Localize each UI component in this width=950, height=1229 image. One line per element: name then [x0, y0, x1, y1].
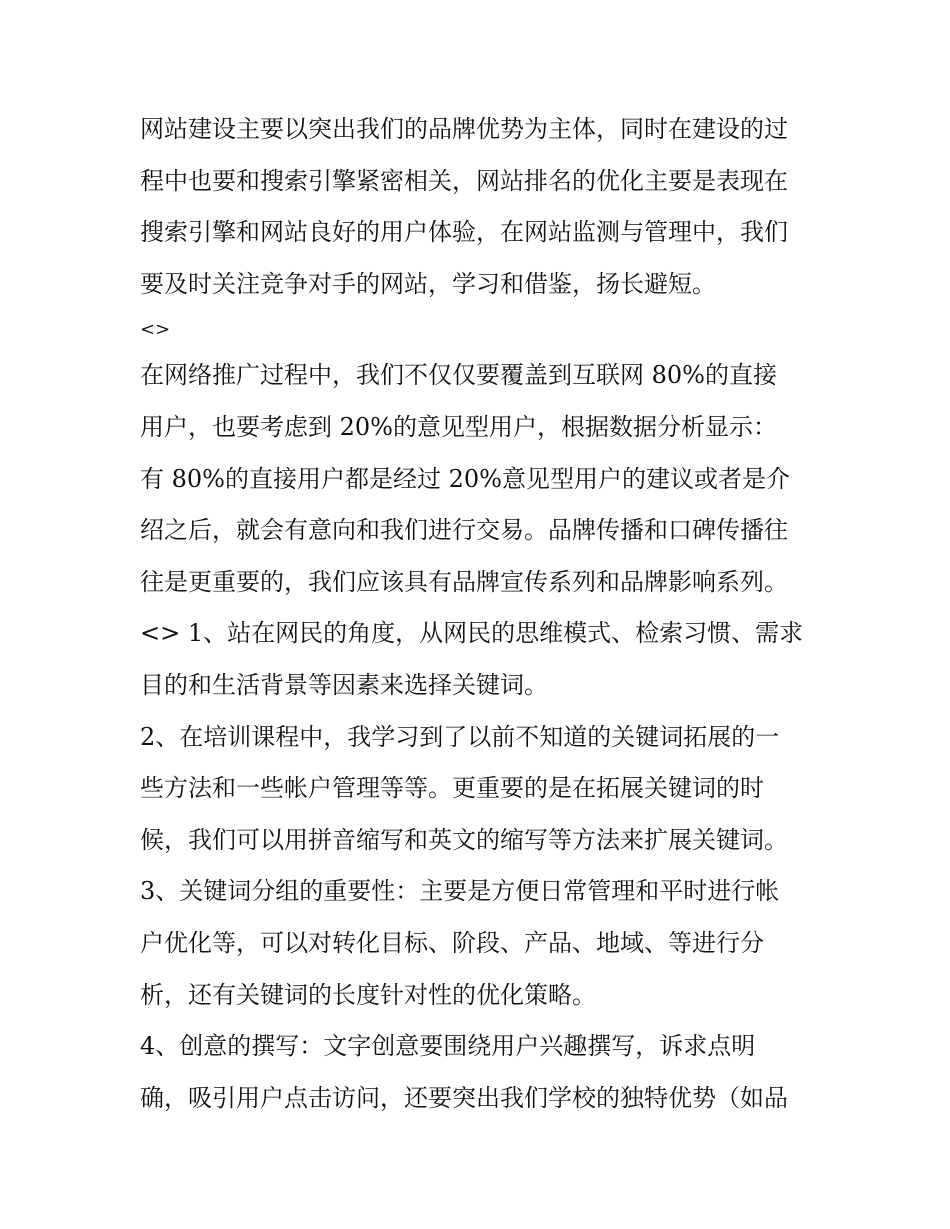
- document-body: [140, 104, 820, 1124]
- text-line: <> 1、站在网民的角度，从网民的思维模式、检索习惯、需求: [140, 619, 804, 648]
- text-line: 搜索引擎和网站良好的用户体验，在网站监测与管理中，我们: [140, 218, 788, 247]
- text-line: 2、在培训课程中，我学习到了以前不知道的关键词拓展的一: [140, 722, 780, 751]
- text-line: 确，吸引用户点击访问，还要突出我们学校的独特优势（如品: [140, 1083, 788, 1112]
- text-line: 程中也要和搜索引擎紧密相关，网站排名的优化主要是表现在: [140, 166, 788, 195]
- text-line: 绍之后，就会有意向和我们进行交易。品牌传播和口碑传播往: [140, 516, 788, 545]
- text-line: 用户，也要考虑到 20%的意见型用户，根据数据分析显示：: [140, 412, 777, 441]
- text-line: 在网络推广过程中，我们不仅仅要覆盖到互联网 80%的直接: [140, 361, 777, 390]
- text-line: 要及时关注竞争对手的网站，学习和借鉴，扬长避短。: [140, 269, 716, 298]
- text-line: 候，我们可以用拼音缩写和英文的缩写等方法来扩展关键词。: [140, 825, 788, 854]
- text-line: 户优化等，可以对转化目标、阶段、产品、地域、等进行分: [140, 928, 764, 957]
- text-line: 4、创意的撰写：文字创意要围绕用户兴趣撰写，诉求点明: [140, 1032, 756, 1061]
- separator-marker: <>: [140, 319, 171, 341]
- text-line: 目的和生活背景等因素来选择关键词。: [140, 670, 548, 699]
- text-line: 3、关键词分组的重要性：主要是方便日常管理和平时进行帐: [140, 877, 780, 906]
- text-line: 些方法和一些帐户管理等等。更重要的是在拓展关键词的时: [140, 774, 764, 803]
- text-line: 析，还有关键词的长度针对性的优化策略。: [140, 980, 596, 1009]
- text-line: 有 80%的直接用户都是经过 20%意见型用户的建议或者是介: [140, 464, 790, 493]
- text-line: 往是更重要的，我们应该具有品牌宣传系列和品牌影响系列。: [140, 567, 788, 596]
- text-line: 网站建设主要以突出我们的品牌优势为主体，同时在建设的过: [140, 115, 788, 143]
